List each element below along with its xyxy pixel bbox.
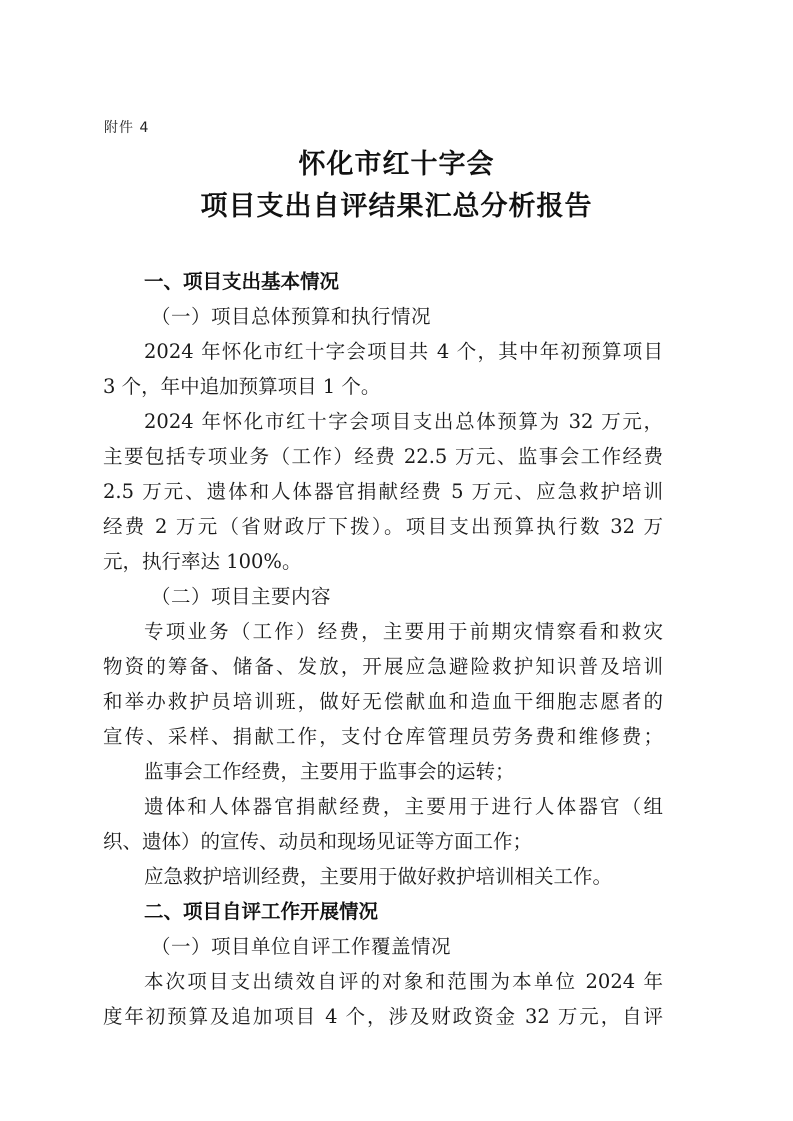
paragraph-2-line-1: 2024 年怀化市红十字会项目支出总体预算为 32 万元， — [144, 410, 663, 433]
paragraph-1-line-1: 2024 年怀化市红十字会项目共 4 个，其中年初预算项目 — [144, 340, 663, 363]
document-title-line-2: 项目支出自评结果汇总分析报告 — [200, 191, 593, 222]
paragraph-2-line-3: 2.5 万元、遗体和人体器官捐献经费 5 万元、应急救护培训 — [103, 480, 663, 503]
section-2-1-heading: （一）项目单位自评工作覆盖情况 — [151, 935, 452, 958]
section-1-2-heading: （二）项目主要内容 — [151, 585, 332, 608]
section-2-heading: 二、项目自评工作开展情况 — [144, 900, 379, 923]
paragraph-7-line-1: 本次项目支出绩效自评的对象和范围为本单位 2024 年 — [144, 970, 663, 993]
section-1-1-heading: （一）项目总体预算和执行情况 — [151, 305, 432, 328]
document-body — [103, 264, 663, 1034]
paragraph-3-line-1: 专项业务（工作）经费，主要用于前期灾情察看和救灾 — [144, 620, 663, 643]
paragraph-5-line-1: 遗体和人体器官捐献经费，主要用于进行人体器官（组 — [144, 795, 663, 818]
paragraph-6-line-1: 应急救护培训经费，主要用于做好救护培训相关工作。 — [144, 865, 613, 888]
paragraph-3-line-2: 物资的筹备、储备、发放，开展应急避险救护知识普及培训 — [103, 655, 663, 678]
attachment-label: 附件 4 — [104, 120, 150, 136]
section-1-heading: 一、项目支出基本情况 — [144, 270, 340, 293]
paragraph-2-line-5: 元，执行率达 100%。 — [103, 550, 302, 573]
paragraph-2-line-4: 经费 2 万元（省财政厅下拨）。项目支出预算执行数 32 万 — [103, 515, 663, 538]
paragraph-7-line-2: 度年初预算及追加项目 4 个，涉及财政资金 32 万元，自评 — [103, 1005, 663, 1028]
paragraph-3-line-4: 宣传、采样、捐献工作，支付仓库管理员劳务费和维修费； — [103, 725, 663, 748]
paragraph-4-line-1: 监事会工作经费，主要用于监事会的运转； — [144, 760, 515, 783]
paragraph-5-line-2: 织、遗体）的宣传、动员和现场见证等方面工作； — [103, 830, 533, 853]
document-title-line-1: 怀化市红十字会 — [298, 149, 495, 180]
paragraph-1-line-2: 3 个，年中追加预算项目 1 个。 — [103, 375, 381, 398]
paragraph-3-line-3: 和举办救护员培训班，做好无偿献血和造血干细胞志愿者的 — [103, 690, 663, 713]
paragraph-2-line-2: 主要包括专项业务（工作）经费 22.5 万元、监事会工作经费 — [103, 445, 663, 468]
